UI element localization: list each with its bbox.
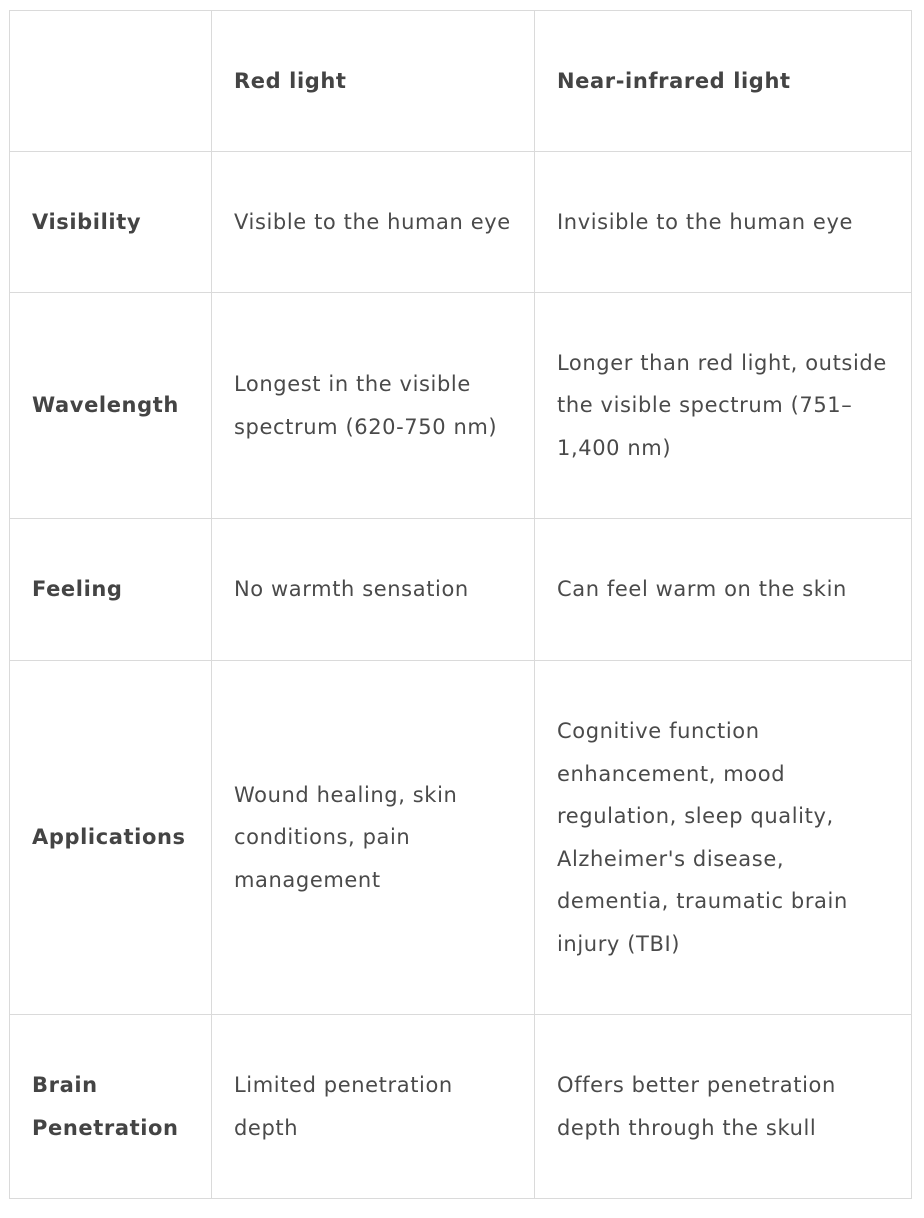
cell-red-feeling: No warmth sensation xyxy=(212,519,535,661)
row-label-applications: Applications xyxy=(10,661,212,1015)
row-label-brain-penetration: Brain Penetration xyxy=(10,1015,212,1199)
header-corner-cell xyxy=(10,11,212,152)
row-label-visibility: Visibility xyxy=(10,152,212,293)
table-row-applications xyxy=(10,661,912,1015)
header-near-infrared-light: Near-infrared light xyxy=(535,11,912,152)
cell-nir-applications: Cognitive function enhancement, mood regulation, sleep quality, Alzheimer's disease, dementia, traumatic brain injury (TBI) xyxy=(535,661,912,1015)
table-row-brain-penetration xyxy=(10,1015,912,1199)
comparison-table xyxy=(9,10,912,1199)
table-row-feeling xyxy=(10,519,912,661)
cell-nir-visibility: Invisible to the human eye xyxy=(535,152,912,293)
row-label-wavelength: Wavelength xyxy=(10,293,212,519)
cell-red-brain-penetration: Limited penetration depth xyxy=(212,1015,535,1199)
row-label-feeling: Feeling xyxy=(10,519,212,661)
table-row-wavelength xyxy=(10,293,912,519)
cell-red-visibility: Visible to the human eye xyxy=(212,152,535,293)
table-row-visibility xyxy=(10,152,912,293)
cell-nir-feeling: Can feel warm on the skin xyxy=(535,519,912,661)
table-header-row xyxy=(10,11,912,152)
cell-nir-brain-penetration: Offers better penetration depth through the skull xyxy=(535,1015,912,1199)
header-red-light: Red light xyxy=(212,11,535,152)
cell-red-wavelength: Longest in the visible spectrum (620-750 nm) xyxy=(212,293,535,519)
cell-red-applications: Wound healing, skin conditions, pain management xyxy=(212,661,535,1015)
cell-nir-wavelength: Longer than red light, outside the visible spectrum (751–1,400 nm) xyxy=(535,293,912,519)
comparison-table-container xyxy=(9,10,911,1199)
